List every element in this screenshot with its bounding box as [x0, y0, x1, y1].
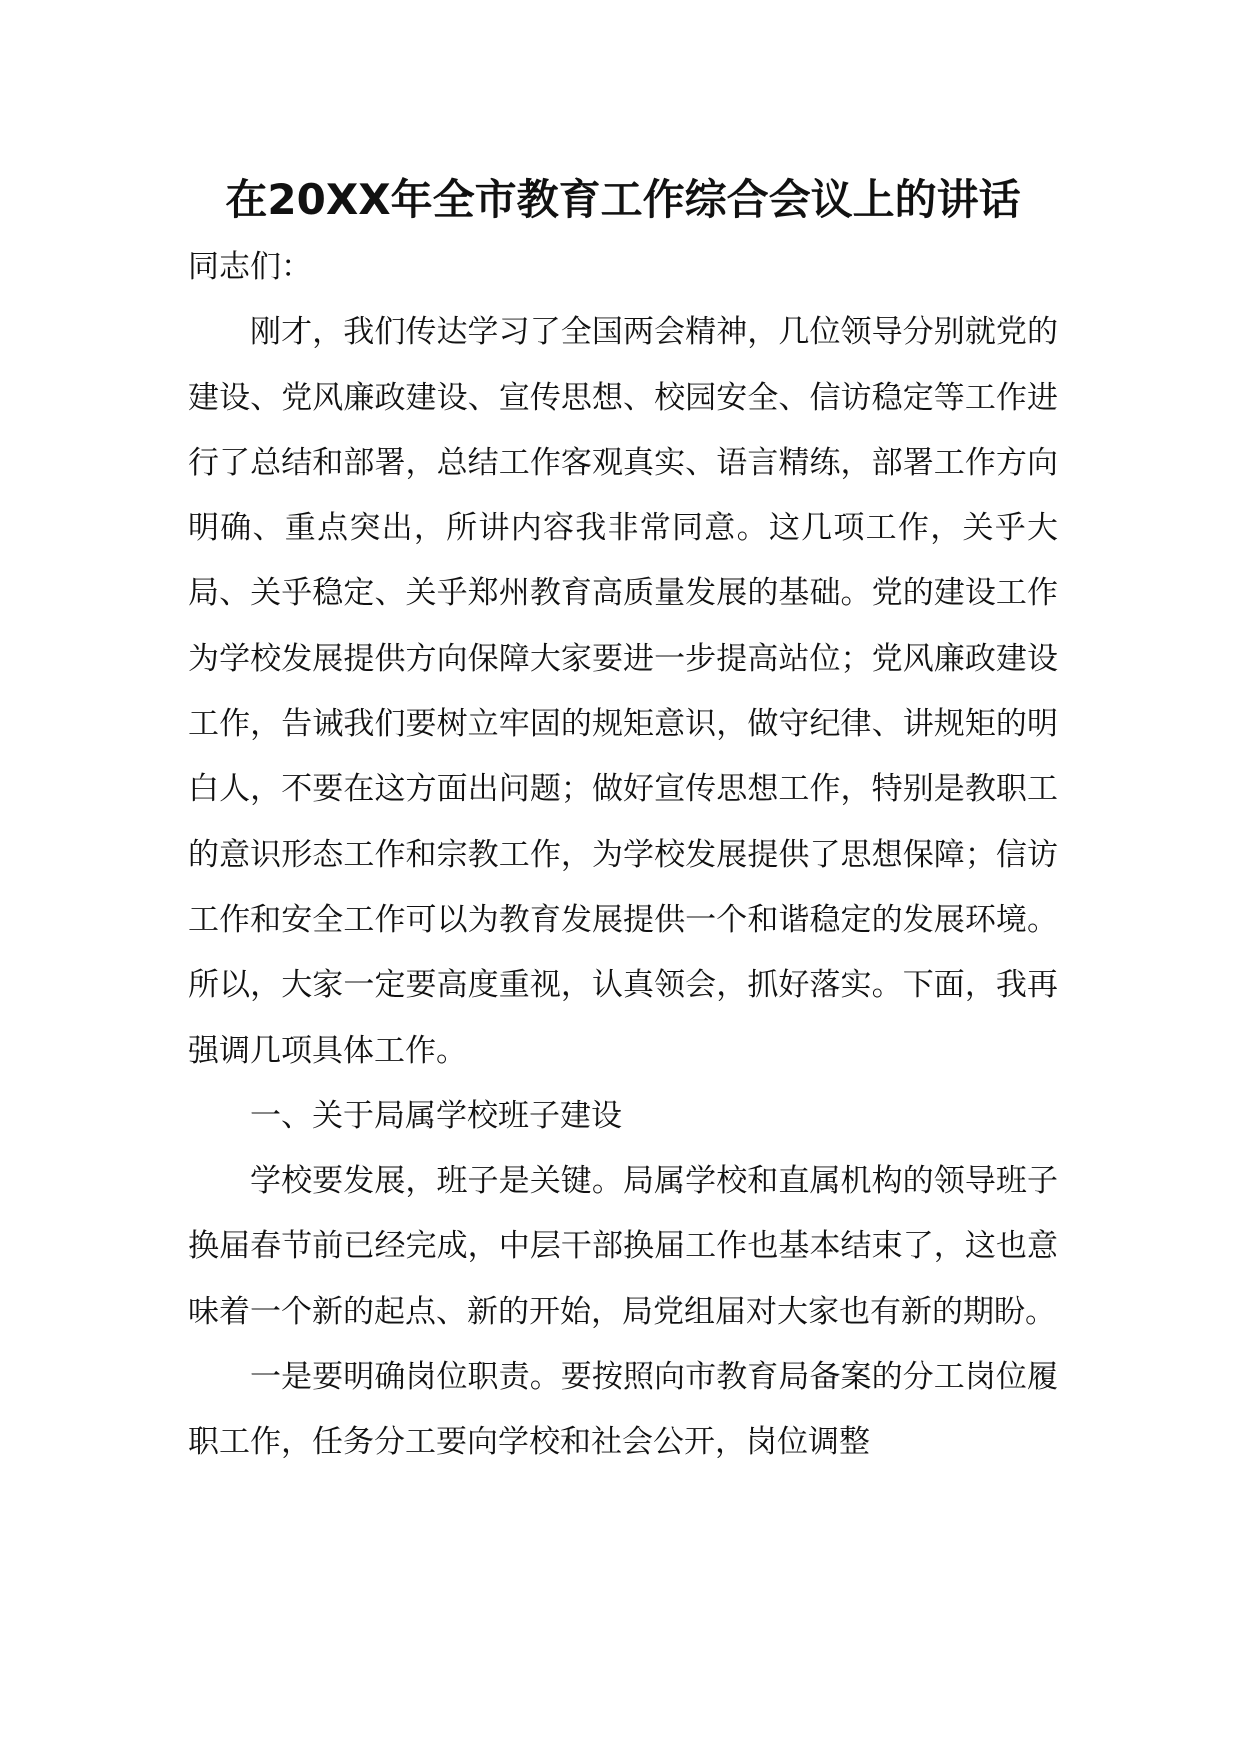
paragraph-point-1: 一是要明确岗位职责。要按照向市教育局备案的分工岗位履职工作，任务分工要向学校和社会公开，岗位调整 [188, 1359, 1058, 1461]
document-title: 在20XX年全市教育工作综合会议上的讲话 [225, 175, 1021, 224]
paragraph-opening: 刚才，我们传达学习了全国两会精神，几位领导分别就党的建设、党风廉政建设、宣传思想、校园安全、信访稳定等工作进行了总结和部署，总结工作客观真实、语言精练，部署工作方向明确、重点突出，所讲内容我非常同意。这几项工作，关乎大局、关乎稳定、关乎郑州教育高质量发展的基础。党的建设工作为学校发展提供方向保障大家要进一步提高站位；党风廉政建设工作，告诫我们要树立牢固的规矩意识，做守纪律、讲规矩的明白人，不要在这方面出问题；做好宣传思想工作，特别是教职工的意识形态工作和宗教工作，为学校发展提供了思想保障；信访工作和安全工作可以为教育发展提供一个和谐稳定的发展环境。所以，大家一定要高度重视，认真领会，抓好落实。下面，我再强调几项具体工作。 [188, 314, 1058, 1069]
document-page [188, 165, 1058, 1476]
salutation: 同志们： [188, 249, 312, 285]
paragraph-section-1-intro: 学校要发展，班子是关键。局属学校和直属机构的领导班子换届春节前已经完成，中层干部换届工作也基本结束了，这也意味着一个新的起点、新的开始，局党组届对大家也有新的期盼。 [188, 1163, 1058, 1330]
section-heading-1: 一、关于局属学校班子建设 [250, 1097, 622, 1134]
